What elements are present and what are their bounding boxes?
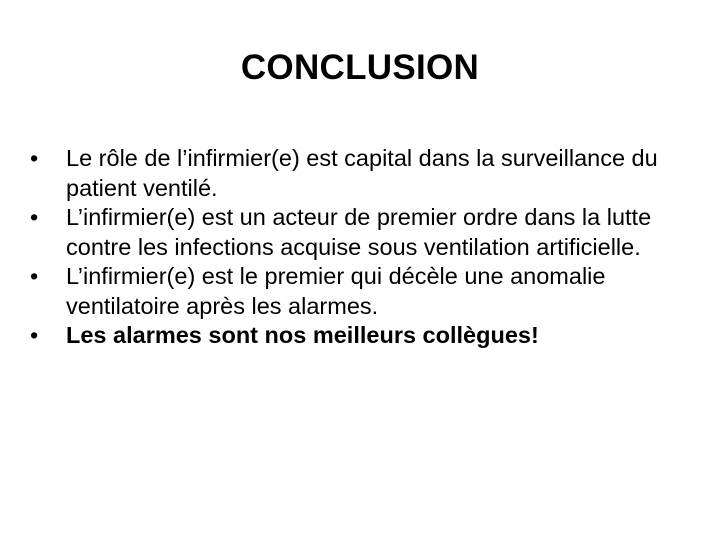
bullet-icon: • bbox=[30, 204, 39, 230]
bullet-text: L’infirmier(e) est le premier qui décèle une anomalie ventilatoire après les alarmes. bbox=[66, 263, 606, 319]
bullet-text: Le rôle de l’infirmier(e) est capital dans la surveillance du patient ventilé. bbox=[66, 145, 658, 201]
bullet-text: L’infirmier(e) est un acteur de premier ordre dans la lutte contre les infections acquise sous ventilation artificielle. bbox=[66, 204, 652, 260]
bullet-item bbox=[30, 203, 700, 262]
bullet-icon: • bbox=[30, 322, 39, 348]
bullet-item bbox=[30, 262, 700, 321]
bullet-icon: • bbox=[30, 263, 39, 289]
bullet-item-emphasis bbox=[30, 321, 700, 351]
slide-title: CONCLUSION bbox=[240, 48, 480, 87]
bullet-icon: • bbox=[30, 145, 39, 171]
bullet-list bbox=[30, 144, 700, 351]
bullet-item bbox=[30, 144, 700, 203]
bullet-text: Les alarmes sont nos meilleurs collègues! bbox=[66, 322, 539, 348]
